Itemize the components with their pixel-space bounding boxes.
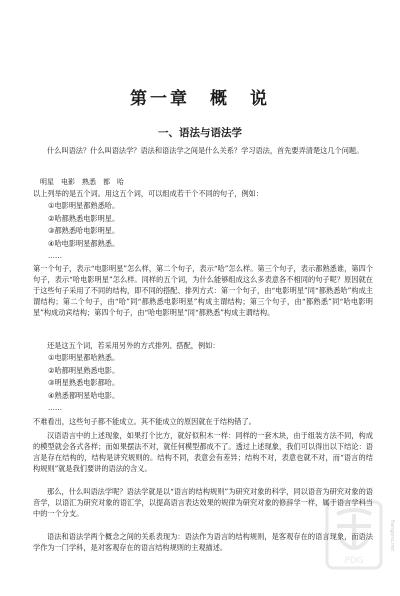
second-lead-paragraph: 还是这五个词，若采用另外的方式排列、搭配，例如：	[47, 341, 220, 350]
ellipsis: ……	[48, 252, 62, 260]
list-item: ③明星熟悉电影都哈。	[48, 378, 120, 387]
after-words-paragraph: 以上列举的是五个词。用这五个词，可以组成若干个不同的句子，例如：	[33, 189, 264, 198]
intro-paragraph: 什么叫语法？什么叫语法学？语法和语法学之间是什么关系？学习语法，首先要弄清楚这几个问题。	[47, 146, 364, 155]
example-sentences-invalid	[48, 352, 119, 415]
pdg-watermark	[325, 500, 383, 570]
section-title: 一、语法与语法学	[158, 127, 242, 139]
example-sentences-valid	[48, 200, 119, 263]
ellipsis: ……	[48, 404, 62, 412]
word-list-line: 明星 电影 熟悉 都 哈	[40, 178, 124, 186]
watermark-text: PDG	[344, 556, 364, 566]
list-item: ②哈都熟悉电影明星。	[48, 213, 120, 223]
analysis-paragraph: 第一个句子，表示“电影明星”怎么样，第二个句子，表示“哈”怎么样。第三个句子，表示都熟悉谁，第四个句子，表示“哈电影明星”怎么样。同样的五个词，为什么能够组成这么多表意各不相同的句子呢？原因就在于这些句子采用了不同的结构，即不同的搭配、排列方式：第一个句子，由“电影明星”同“都熟悉哈”构成主谓结构；第二个句子，由“哈”同“都熟悉电影明星”构成主谓结构；第三个句子，由“都熟悉”同“哈电影明星”构成动宾结构；第四个句子，由“哈电影明星”同“都熟悉”构成主谓结构。	[33, 264, 373, 317]
list-item: ①电影明星都熟悉哈。	[48, 201, 120, 210]
list-item: ①电影明星都哈熟悉。	[48, 353, 120, 362]
chapter-title: 第一章 概 说	[130, 89, 270, 109]
site-watermark: fiangshu.net	[389, 520, 395, 552]
list-item: ④哈电影明星都熟悉。	[48, 238, 120, 248]
relation-paragraph: 语法和语法学两个概念之间的关系表现为：语法作为语言的结构规则，是客观存在的语言现象，而语法学作为一门学科，是对客观存在的语言结构规则的主观描述。	[33, 532, 373, 552]
list-item: ②哈都明星熟悉电影。	[48, 365, 120, 375]
list-item: ④熟悉都明星哈电影。	[48, 390, 120, 400]
list-item: ③都熟悉哈电影明星。	[48, 226, 120, 235]
grammar-definition-paragraph: 汉语语言中的上述现象，如果打个比方，就好似积木一样：同样的一套木块，由于组装方法不同，构成的模型就会各式各样；而如果摆法不对，就任何模型都成不了。透过上述现象，我们可以得出以下结论：语言是存在结构的，结构是讲究规则的。结构不同，表意会有差异；结构不对，表意也就不对，而“语言的结构规则”就是我们要讲的语法的含义。	[33, 431, 373, 473]
not-ok-paragraph: 不难看出，这些句子都不能成立。其不能成立的原因就在于结构错了。	[33, 417, 256, 426]
grammar-study-paragraph: 那么，什么叫语法学呢？语法学就是以“语言的结构规则”为研究对象的科学，同以语音为研究对象的语音学，以语汇为研究对象的语汇学，以提高语言表达效果的规律为研究对象的修辞学一样，属于语言学科当中的一个分支。	[33, 487, 373, 518]
